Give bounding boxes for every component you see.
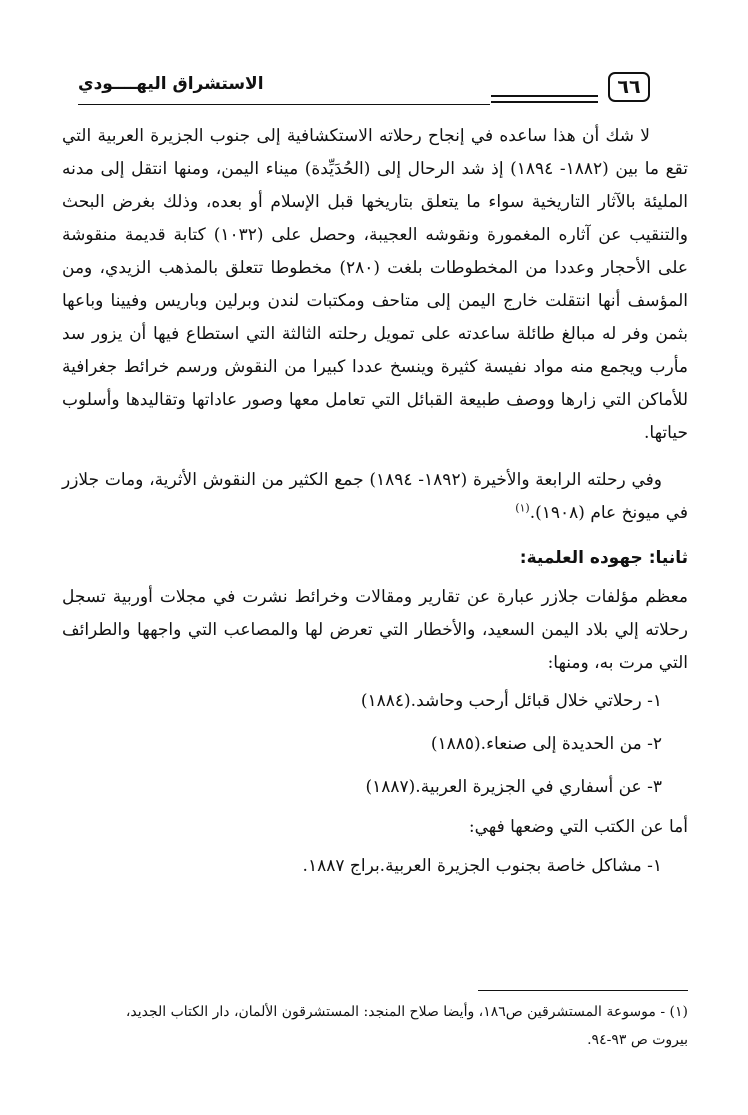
list-item: ٢- من الحديدة إلى صنعاء.(١٨٨٥) bbox=[430, 734, 662, 754]
list-item: ٣- عن أسفاري في الجزيرة العربية.(١٨٨٧) bbox=[365, 777, 662, 797]
books-intro: أما عن الكتب التي وضعها فهي: bbox=[468, 817, 688, 837]
paragraph bbox=[62, 464, 688, 530]
main-text bbox=[62, 120, 688, 888]
page-number: ٦٦ bbox=[608, 72, 650, 102]
header-rule bbox=[491, 95, 598, 97]
footnote bbox=[62, 998, 688, 1054]
footnote-separator bbox=[478, 990, 688, 991]
books-list bbox=[62, 844, 688, 888]
paragraph: معظم مؤلفات جلازر عبارة عن تقارير ومقالات وخرائط نشرت في مجلات أوربية تسجل رحلاته إلي بلاد اليمن السعيد، والأخطار التي تعرض لها والمصاعب التي واجهها والطرائف التي مرت به، ومنها: bbox=[62, 587, 688, 673]
list-item: ١- رحلاتي خلال قبائل أرحب وحاشد.(١٨٨٤) bbox=[360, 691, 662, 711]
paragraph-text: وفي رحلته الرابعة والأخيرة (١٨٩٢- ١٨٩٤) جمع الكثير من النقوش الأثرية، ومات جلازر في ميونخ عام (١٩٠٨). bbox=[62, 470, 688, 523]
footnote-line: (١) - موسوعة المستشرقين ص١٨٦، وأيضا صلاح المنجد: المستشرقون الألمان، دار الكتاب الجديد، bbox=[125, 1004, 688, 1020]
list-item: ١- مشاكل خاصة بجنوب الجزيرة العربية.براج ١٨٨٧. bbox=[302, 856, 662, 876]
footnote-reference[interactable]: (١) bbox=[515, 501, 530, 515]
reports-list bbox=[62, 680, 688, 809]
header-underline bbox=[78, 104, 490, 105]
paragraph: لا شك أن هذا ساعده في إنجاح رحلاته الاستكشافية إلى جنوب الجزيرة العربية التي تقع ما بين (١٨٨٢- ١٨٩٤) إذ شد الرحال إلى (الحُدَيِّدة) ميناء اليمن، ومنها انتقل إلى مدنه المليئة بالآثار التاريخية سواء ما يتعلق بتاريخها قبل الإسلام أو بعده، وذلك بغرض البحث والتنقيب عن آثاره المغمورة ونقوشه العجيبة، وحصل على (١٠٣٢) كتابة قديمة منقوشة على الأحجار وعددا من المخطوطات بلغت (٢٨٠) مخطوطا تتعلق بالمذهب الزيدي، ومن المؤسف أنها انتقلت خارج اليمن إلى متاحف ومكتبات لندن وبرلين وباريس وفيينا وباعها بثمن وفر له مبالغ طائلة ساعدته على تمويل رحلته الثالثة التي استطاع فيها أن يزور سد مأرب ويجمع منه مواد نفيسة كثيرة وينسخ عددا كبيرا من النقوش ورسم خرائط جغرافية للأماكن التي زارها ووصف طبيعة القبائل التي تعامل معها وصور عاداتها وتقاليدها وأسلوب حياتها. bbox=[62, 126, 688, 443]
page-header bbox=[78, 70, 650, 110]
section-heading: ثانيا: جهوده العلمية: bbox=[519, 548, 688, 568]
header-rule bbox=[491, 101, 598, 103]
footnote-line: بيروت ص ٩٣-٩٤. bbox=[587, 1032, 688, 1048]
running-title: الاستشراق اليهــــودي bbox=[78, 74, 264, 94]
